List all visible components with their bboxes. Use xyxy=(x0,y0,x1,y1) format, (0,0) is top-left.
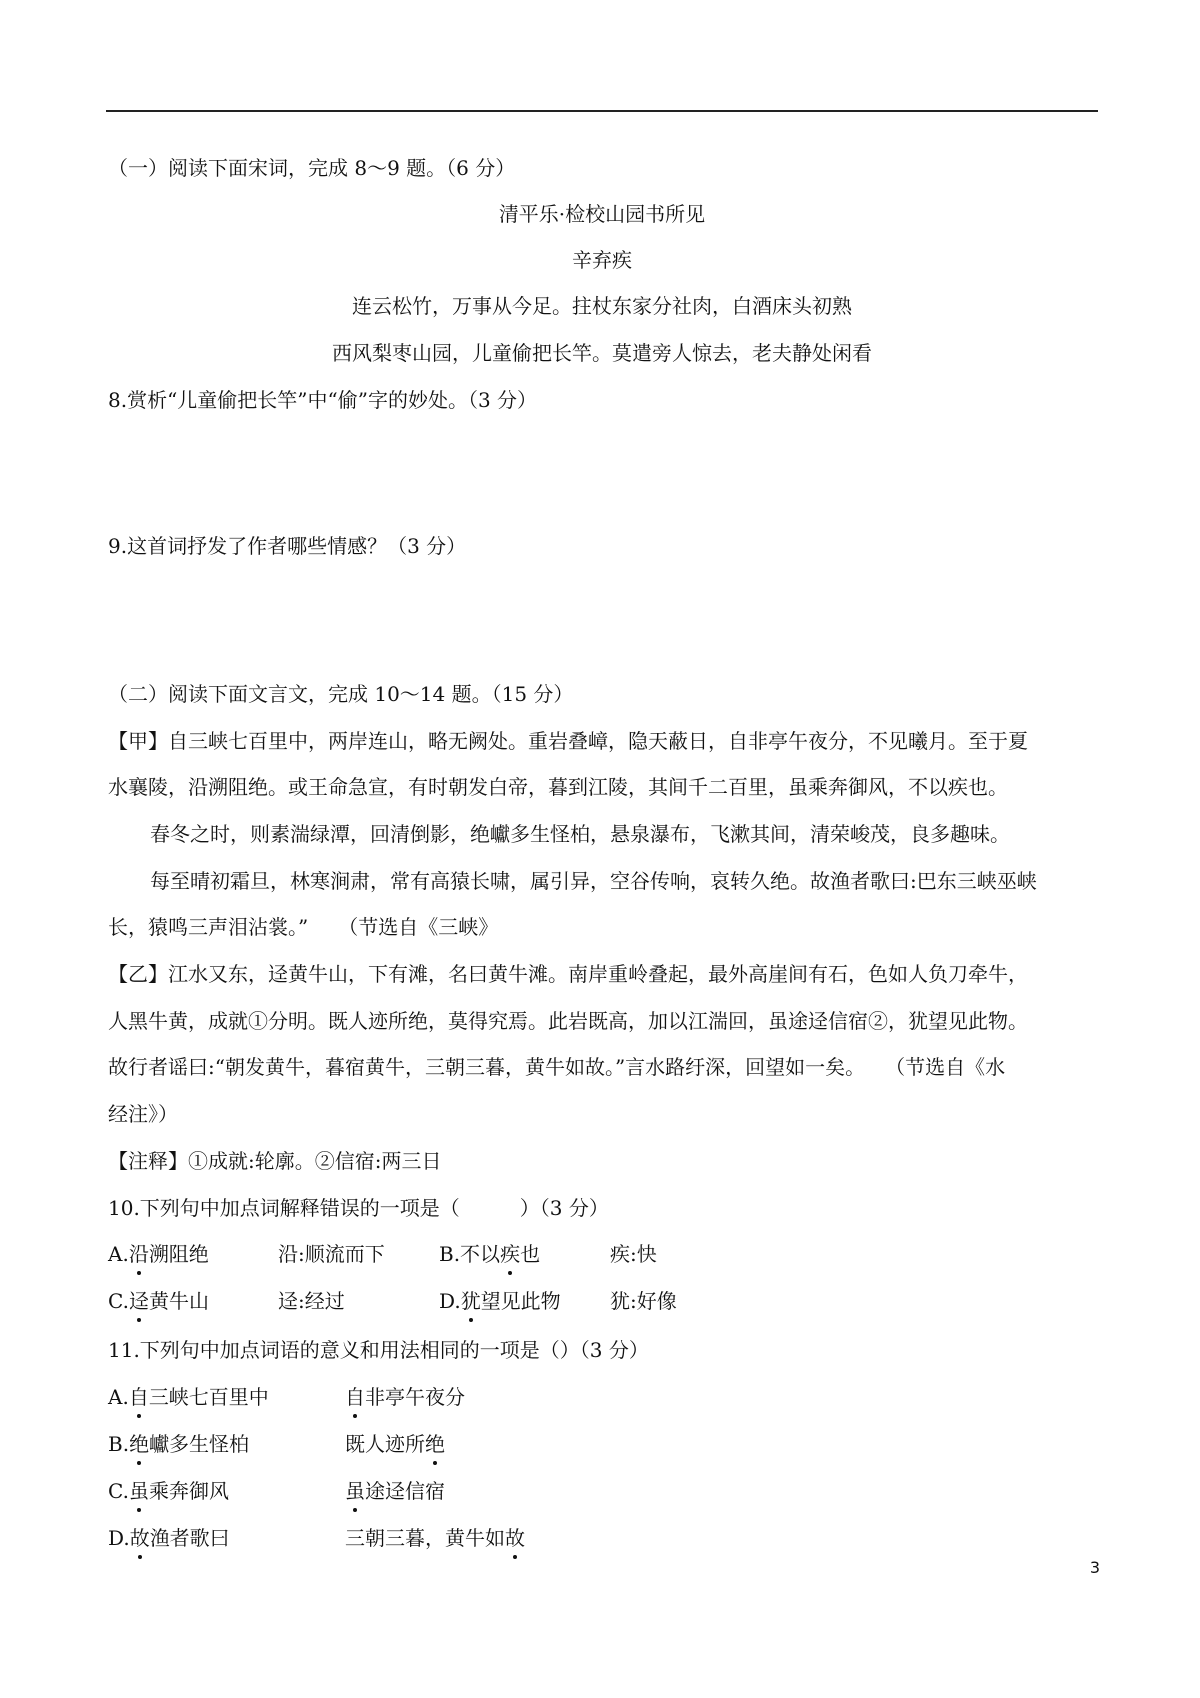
q11-option-c-left: C.虽乘奔御风 xyxy=(108,1479,229,1503)
poem-title: 清平乐·检校山园书所见 xyxy=(498,202,706,226)
q11-option-d-right: 三朝三暮，黄牛如故 xyxy=(345,1526,525,1550)
section1-header: （一）阅读下面宋词，完成 8～9 题。（6 分） xyxy=(108,156,516,180)
emphasis-dot-char: 绝 xyxy=(129,1432,150,1456)
emphasis-dot-char: 虽 xyxy=(128,1479,149,1503)
q10-option-d: D.犹望见此物 xyxy=(439,1289,561,1313)
section2-header: （二）阅读下面文言文，完成 10～14 题。（15 分） xyxy=(108,682,574,706)
q11-option-c-right: 虽途迳信宿 xyxy=(345,1479,445,1503)
passage-yi-line: 故行者谣曰:“朝发黄牛，暮宿黄牛，三朝三暮，黄牛如故。”言水路纡深，回望如一矣。 （节选自《水 xyxy=(108,1055,1006,1079)
passage-yi-line: 人黑牛黄，成就①分明。既人迹所绝，莫得究焉。此岩既高，加以江湍回，虽途迳信宿②，犹望见此物。 xyxy=(108,1009,1028,1033)
emphasis-dot-char: 故 xyxy=(505,1526,525,1550)
q10-option-a-gloss: 沿:顺流而下 xyxy=(278,1242,385,1266)
emphasis-dot-char: 迳 xyxy=(128,1289,149,1313)
q10-option-a: A.沿溯阻绝 xyxy=(108,1242,209,1266)
passage-jia-line: 水襄陵，沿溯阻绝。或王命急宣，有时朝发白帝，暮到江陵，其间千二百里，虽乘奔御风，不以疾也。 xyxy=(108,775,1008,799)
q11-option-b-left: B.绝巘多生怪柏 xyxy=(108,1432,250,1456)
emphasis-dot-char: 犹 xyxy=(460,1289,481,1313)
emphasis-dot-char: 自 xyxy=(128,1385,149,1409)
passage-yi-line: 经注》） xyxy=(108,1102,178,1126)
emphasis-dot-char: 故 xyxy=(129,1526,150,1550)
q11-option-b-right: 既人迹所绝 xyxy=(345,1432,445,1456)
q11-option-a-left: A.自三峡七百里中 xyxy=(108,1385,269,1409)
question-11: 11.下列句中加点词语的意义和用法相同的一项是（）（3 分） xyxy=(108,1338,649,1362)
poem-line: 连云松竹，万事从今足。拄杖东家分社肉，白酒床头初熟 xyxy=(352,294,852,318)
q10-option-c-gloss: 迳:经过 xyxy=(278,1289,345,1313)
passage-yi-line: 【乙】江水又东，迳黄牛山，下有滩，名曰黄牛滩。南岸重岭叠起，最外高崖间有石，色如人负刀牵牛， xyxy=(108,962,1028,986)
annotation-note: 【注释】①成就:轮廓。②信宿:两三日 xyxy=(108,1149,442,1173)
q11-option-a-right: 自非亭午夜分 xyxy=(345,1385,465,1409)
passage-jia-line: 春冬之时，则素湍绿潭，回清倒影，绝巘多生怪柏，悬泉瀑布，飞漱其间，清荣峻茂，良多趣味。 xyxy=(150,822,1010,846)
q10-option-c: C.迳黄牛山 xyxy=(108,1289,209,1313)
passage-jia-line: 每至晴初霜旦，林寒涧肃，常有高猿长啸，属引异，空谷传响，哀转久绝。故渔者歌曰:巴东三峡巫峡 xyxy=(150,869,1037,893)
q10-option-b: B.不以疾也 xyxy=(439,1242,541,1266)
q10-option-d-gloss: 犹:好像 xyxy=(610,1289,677,1313)
emphasis-dot-char: 沿 xyxy=(128,1242,149,1266)
emphasis-dot-char: 绝 xyxy=(425,1432,445,1456)
emphasis-dot-char: 疾 xyxy=(500,1242,521,1266)
q11-option-d-left: D.故渔者歌曰 xyxy=(108,1526,230,1550)
passage-jia-line: 长，猿鸣三声泪沾裳。” （节选自《三峡》 xyxy=(108,915,499,939)
question-10: 10.下列句中加点词解释错误的一项是（ ）（3 分） xyxy=(108,1196,609,1220)
emphasis-dot-char: 自 xyxy=(345,1385,365,1409)
question-8: 8.赏析“儿童偷把长竿”中“偷”字的妙处。（3 分） xyxy=(108,388,538,412)
poem-line: 西风梨枣山园，儿童偷把长竿。莫遣旁人惊去，老夫静处闲看 xyxy=(332,341,872,365)
page-number: 3 xyxy=(1089,1558,1100,1577)
q10-option-b-gloss: 疾:快 xyxy=(610,1242,657,1266)
question-9: 9.这首词抒发了作者哪些情感？（3 分） xyxy=(108,534,467,558)
emphasis-dot-char: 虽 xyxy=(345,1479,365,1503)
passage-jia-line: 【甲】自三峡七百里中，两岸连山，略无阙处。重岩叠嶂，隐天蔽日，自非亭午夜分，不见曦月。至于夏 xyxy=(108,729,1028,753)
header-rule xyxy=(106,110,1098,112)
poem-author: 辛弃疾 xyxy=(572,248,632,272)
